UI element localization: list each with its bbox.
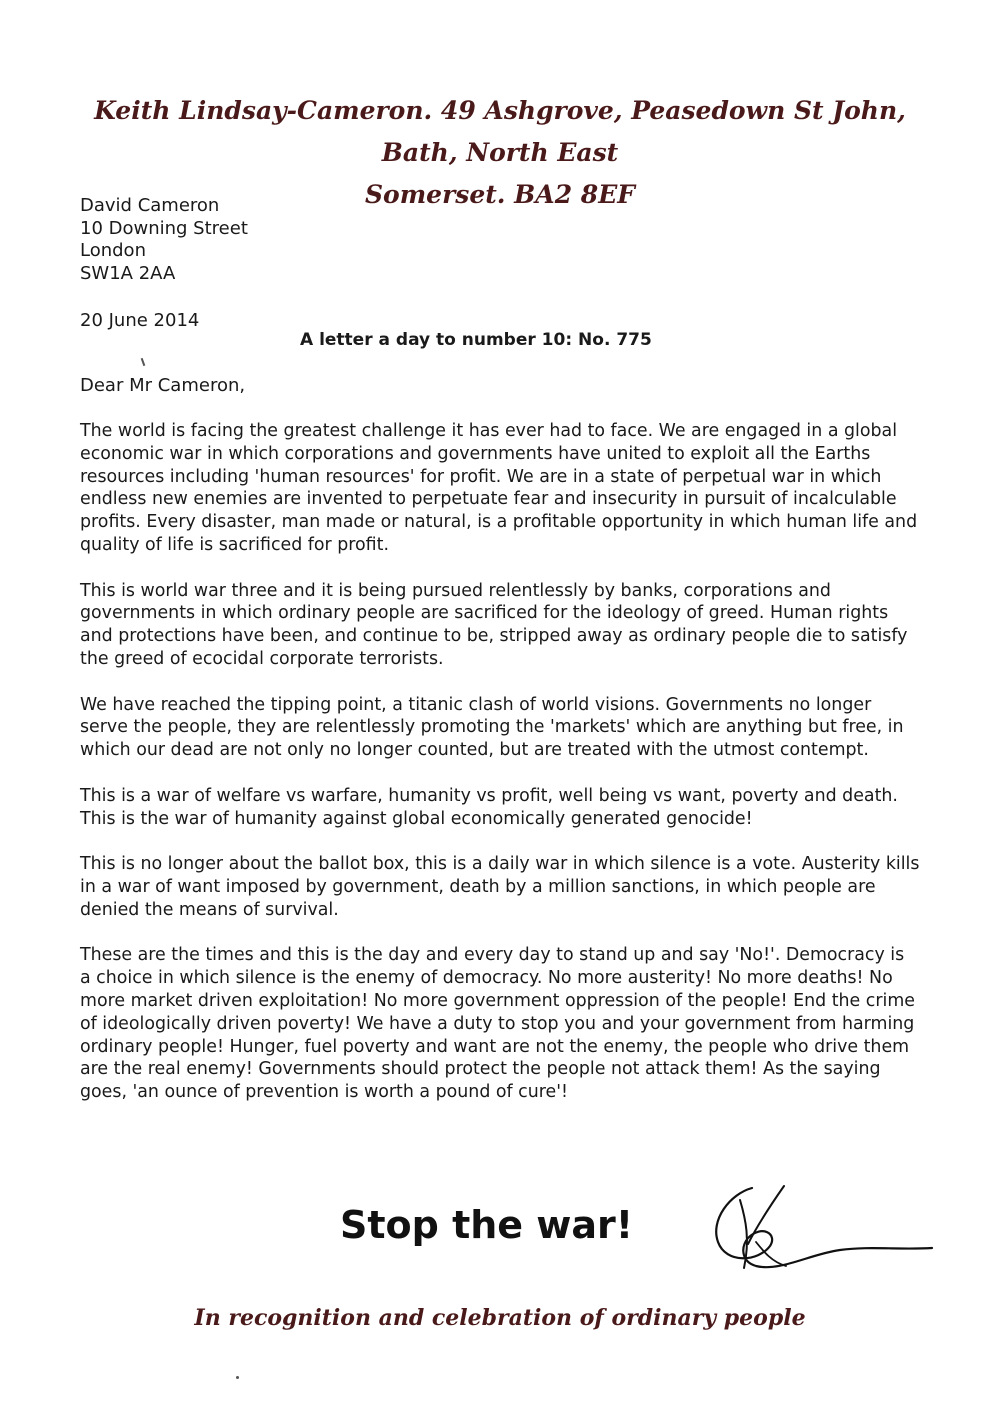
salutation: Dear Mr Cameron, xyxy=(80,375,246,396)
body-paragraph: This is a war of welfare vs warfare, humanity vs profit, well being vs want, poverty and death. This is the war of humanity against global economically generated genocide! xyxy=(80,785,898,829)
letter-body xyxy=(80,420,920,1127)
body-paragraph: These are the times and this is the day and every day to stand up and say 'No!'. Democracy is a choice in which silence is the enemy of democracy. No more austerity! No more deaths! No more market driven exploitation! No more government oppression of the people! End the crime of ideologically driven poverty! We have a duty to stop you and your government from harming ordinary people! Hunger, fuel poverty and want are not the enemy, the people who drive them are the real enemy! Governments should protect the people not attack them! As the saying goes, 'an ounce of prevention is worth a pound of cure'! xyxy=(80,945,915,1103)
handwritten-signature xyxy=(700,1180,940,1280)
recipient-postcode: SW1A 2AA xyxy=(80,262,176,284)
recipient-street: 10 Downing Street xyxy=(80,217,248,239)
letterhead-line-2: Somerset. BA2 8EF xyxy=(364,180,636,209)
recipient-name: David Cameron xyxy=(80,195,220,216)
recipient-address xyxy=(80,195,248,285)
body-paragraph: This is no longer about the ballot box, this is a daily war in which silence is a vote. Austerity kills in a war of want imposed by government, death by a million sanctions, in which people are denied the means of survival. xyxy=(80,854,920,920)
letter-subject: A letter a day to number 10: No. 775 xyxy=(300,330,652,350)
stray-pen-mark xyxy=(141,358,146,366)
body-paragraph: We have reached the tipping point, a titanic clash of world visions. Governments no longer serve the people, they are relentlessly promoting the 'markets' which are anything but free, in which our dead are not only no longer counted, but are treated with the utmost contempt. xyxy=(80,694,904,761)
body-paragraph: The world is facing the greatest challenge it has ever had to face. We are engaged in a global economic war in which corporations and governments have united to exploit all the Earths resources including 'human resources' for profit. We are in a state of perpetual war in which endless new enemies are invented to perpetuate fear and insecurity in pursuit of incalculable profits. Every disaster, man made or natural, is a profitable opportunity in which human life and quality of life is sacrificed for profit. xyxy=(80,421,918,555)
stray-dot xyxy=(236,1376,239,1379)
footer-tagline: In recognition and celebration of ordinary people xyxy=(194,1305,806,1331)
closing-slogan: Stop the war! xyxy=(340,1203,634,1247)
recipient-city: London xyxy=(80,240,146,261)
body-paragraph: This is world war three and it is being pursued relentlessly by banks, corporations and governments in which ordinary people are sacrificed for the ideology of greed. Human rights and protections have been, and continue to be, stripped away as ordinary people die to satisfy the greed of ecocidal corporate terrorists. xyxy=(80,580,908,669)
letterhead-line-1: Keith Lindsay-Cameron. 49 Ashgrove, Peasedown St John, Bath, North East xyxy=(94,96,906,167)
letter-date: 20 June 2014 xyxy=(80,310,200,331)
